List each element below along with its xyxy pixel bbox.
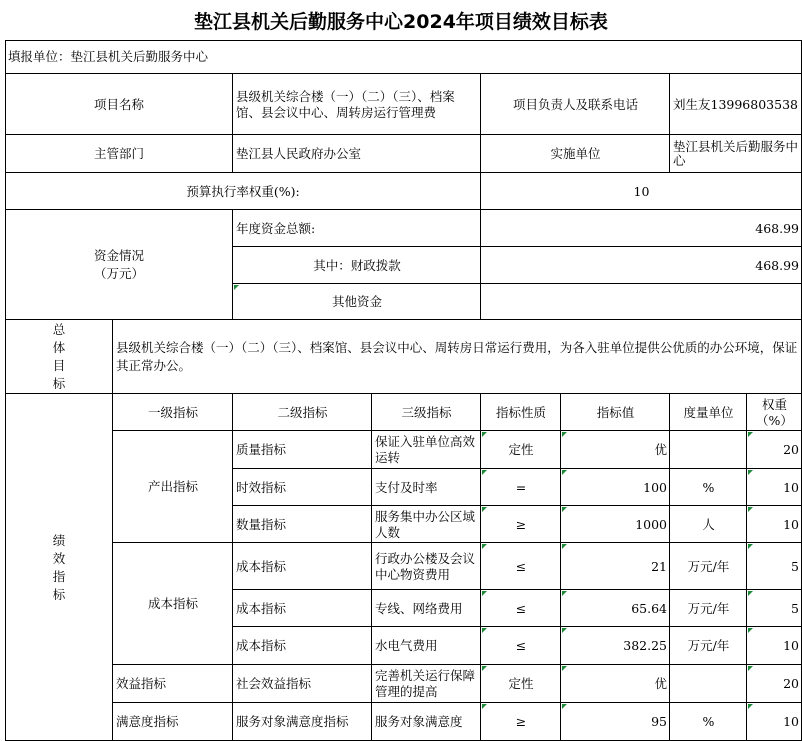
perf-char: 绩 [52,532,66,548]
cell-marker [482,470,487,475]
cell-marker [748,507,753,512]
cell-marker [562,507,567,512]
row-l3: 服务集中办公区域人数 [375,508,476,540]
project-name-label: 项目名称 [93,96,144,112]
row-l3: 保证入驻单位高效运转 [375,434,476,465]
perf-char: 指 [52,568,66,584]
row-value: 优 [654,676,667,691]
row-l2: 成本指标 [236,638,287,653]
cell-marker [482,432,487,437]
cell-marker [482,628,487,633]
filler-text: 填报单位：垫江县机关后勤服务中心 [8,49,209,64]
row-nature: 定性 [508,442,534,457]
cell-marker [482,544,487,549]
row-nature: ≤ [515,638,527,653]
row-nature: ≤ [515,558,527,574]
cell-marker [748,432,753,437]
row-l3: 完善机关运行保障管理的提高 [375,668,476,699]
cell-marker [748,704,753,709]
perf-char: 效 [52,550,66,566]
impl-label: 实施单位 [550,146,601,161]
cell-marker [562,544,567,549]
row-unit: % [702,714,715,729]
header-nature: 指标性质 [495,404,546,420]
row-weight: 5 [791,558,799,574]
row-nature: ≥ [515,516,527,532]
dept-label: 主管部门 [93,146,144,161]
cell-marker [234,285,239,290]
row-l2: 数量指标 [236,516,287,532]
header-l1: 一级指标 [147,404,198,420]
goal-char: 总 [52,322,66,337]
perf-label [5,394,113,741]
row-weight: 20 [783,676,799,691]
funds-label-text: 资金情况 [93,248,144,263]
row-weight: 10 [783,714,799,729]
cell-marker [562,666,567,671]
row-unit: 万元/年 [687,600,730,616]
row-unit [670,431,747,469]
row-weight: 10 [783,516,799,532]
cell-marker [562,470,567,475]
row-nature: 定性 [508,676,534,691]
header-l2: 二级指标 [277,404,328,420]
impl-value: 垫江县机关后勤服务中心 [673,139,799,168]
cell-marker [482,666,487,671]
funds-unit-text: （万元） [93,266,144,281]
row-weight: 5 [791,600,799,616]
header-weight: 权重（%） [756,396,793,428]
group-output: 产出指标 [147,479,198,494]
row-l2: 质量指标 [236,442,287,457]
row-nature: = [515,479,527,495]
row-weight: 10 [783,638,799,653]
funds-label [5,210,233,320]
cell-marker [748,628,753,633]
budget-weight-label: 预算执行率权重(%): [186,183,300,199]
cell-marker [748,544,753,549]
row-value: 382.25 [623,638,667,653]
row-unit: % [702,479,715,495]
row-value: 21 [651,558,667,574]
group-satisfaction: 满意度指标 [116,714,179,729]
row-l3: 水电气费用 [375,638,438,653]
header-unit: 度量单位 [683,404,734,420]
funds-fiscal-label: 其中：财政拨款 [313,257,401,273]
funds-total-label: 年度资金总额: [236,220,316,236]
row-value: 95 [651,714,667,729]
budget-weight-value: 10 [633,183,650,199]
row-value: 65.64 [631,600,667,616]
row-weight: 20 [783,442,799,457]
page-title: 垫江县机关后勤服务中心2024年项目绩效目标表 [194,10,608,33]
row-l3: 支付及时率 [375,479,438,495]
project-name-value: 县级机关综合楼（一）（二）（三）、档案馆、县会议中心、周转房运行管理费 [236,88,455,120]
cell-marker [562,628,567,633]
row-unit: 万元/年 [687,558,730,574]
dept-value: 垫江县人民政府办公室 [236,146,362,161]
funds-other-value [481,284,802,320]
cell-marker [482,704,487,709]
header-l3: 三级指标 [401,404,452,420]
perf-char: 标 [52,586,66,602]
cell-marker [562,704,567,709]
funds-total-value: 468.99 [755,220,799,236]
row-unit: 人 [702,516,715,532]
header-value: 指标值 [596,404,635,420]
goal-char: 体 [52,340,66,355]
cell-marker [562,432,567,437]
row-nature: ≥ [515,714,527,729]
cell-marker [748,470,753,475]
row-l2: 社会效益指标 [236,676,312,691]
row-weight: 10 [783,479,799,495]
cell-marker [562,591,567,596]
row-l2: 成本指标 [236,600,287,616]
row-value: 1000 [635,516,667,532]
row-unit [670,665,747,703]
goal-label [5,320,113,394]
group-cost: 成本指标 [147,596,198,611]
goal-char: 标 [52,376,66,391]
row-value: 优 [654,442,667,457]
cell-marker [482,591,487,596]
manager-label: 项目负责人及联系电话 [512,96,638,112]
row-value: 100 [643,479,667,495]
row-l3: 专线、网络费用 [375,600,463,616]
row-l3: 服务对象满意度 [375,714,463,729]
goal-char: 目 [52,358,66,373]
funds-other-label: 其他资金 [331,294,382,309]
cell-marker [748,666,753,671]
cell-marker [748,591,753,596]
manager-value: 刘生友13996803538 [673,96,798,112]
row-l2: 时效指标 [236,479,287,495]
row-l2: 服务对象满意度指标 [236,714,349,729]
group-benefit: 效益指标 [116,676,167,691]
row-nature: ≤ [515,600,527,616]
funds-fiscal-value: 468.99 [755,257,799,273]
cell-marker [482,507,487,512]
goal-text: 县级机关综合楼（一）（二）（三）、档案馆、县会议中心、周转房日常运行费用，为各入驻单位提供公优质的办公环境，保证其正常办公。 [116,340,798,373]
row-l3: 行政办公楼及会议中心物资费用 [375,550,476,582]
row-l2: 成本指标 [236,558,287,574]
row-unit: 万元/年 [687,638,730,653]
